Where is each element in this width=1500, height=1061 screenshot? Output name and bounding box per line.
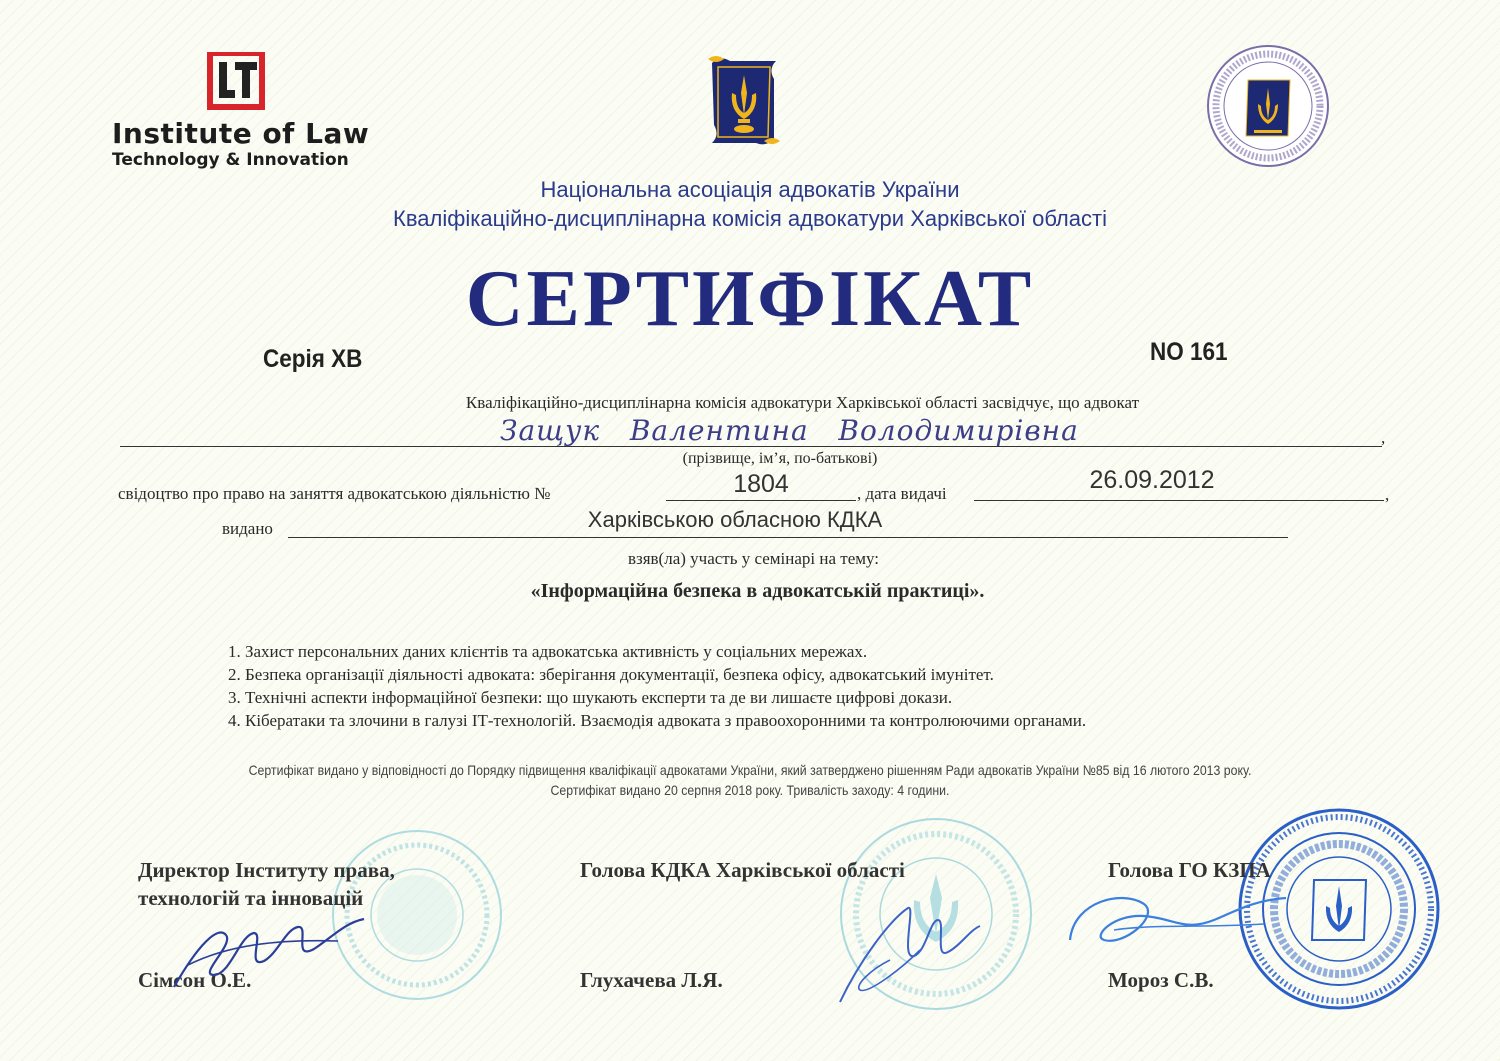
institute-lt-logo-icon bbox=[205, 52, 267, 110]
date-underline bbox=[974, 500, 1384, 501]
license-label: свідоцтво про право на заняття адвокатською діяльністю № bbox=[118, 484, 551, 503]
signatory-3-title: Голова ГО КЗПА bbox=[1108, 858, 1271, 882]
footer-note-2: Сертифікат видано 20 серпня 2018 року. Тривалість заходу: 4 години. bbox=[550, 782, 950, 798]
footer-note-1: Сертифікат видано у відповідності до Порядку підвищення кваліфікації адвокатами України, який затверджено рішенням Ради адвокатів України №85 від 16 лютого 2013 року. bbox=[248, 762, 1252, 778]
organization-line-1: Національна асоціація адвокатів України bbox=[540, 177, 960, 202]
took-part-text: взяв(ла) участь у семінарі на тему: bbox=[627, 549, 880, 568]
organization-line-2: Кваліфікаційно-дисциплінарна комісія адвокатури Харківської області bbox=[393, 206, 1107, 231]
list-item: 4. Кібератаки та злочини в галузі ІТ-технологій. Взаємодія адвоката з правоохоронними та контролюючими органами. bbox=[228, 711, 1087, 730]
topic-list bbox=[228, 640, 1086, 732]
certificate-number: NO 161 bbox=[1150, 338, 1228, 366]
committee-round-seal-icon bbox=[1206, 44, 1330, 168]
signatory-1-title-line-2: технологій та інновацій bbox=[138, 886, 364, 910]
seminar-topic: «Інформаційна безпека в адвокатській практиці». bbox=[530, 580, 985, 602]
date-label: , дата видачі bbox=[857, 484, 947, 503]
institute-subtitle: Technology & Innovation bbox=[112, 150, 349, 170]
license-number: 1804 bbox=[733, 470, 789, 498]
certificate-title: СЕРТИФІКАТ bbox=[465, 255, 1035, 343]
date-comma: , bbox=[1385, 485, 1390, 504]
institute-name: Institute of Law bbox=[112, 117, 370, 150]
issued-by-underline bbox=[288, 537, 1288, 538]
certificate-series: Серія ХВ bbox=[263, 345, 363, 373]
signature-3-icon bbox=[1064, 880, 1294, 960]
issued-by-label: видано bbox=[222, 519, 273, 538]
advocates-scroll-emblem-icon bbox=[704, 53, 784, 151]
list-item: 2. Безпека організації діяльності адвоката: зберігання документації, безпека офісу, адвокатський імунітет. bbox=[228, 665, 994, 684]
signatory-2-name: Глухачева Л.Я. bbox=[580, 968, 723, 992]
name-comma: , bbox=[1381, 428, 1386, 447]
person-name: Защук Валентина Володимирівна bbox=[500, 414, 1079, 447]
signatory-2-title: Голова КДКА Харківської області bbox=[580, 858, 905, 882]
list-item: 1. Захист персональних даних клієнтів та адвокатська активність у соціальних мережах. bbox=[228, 642, 868, 661]
signatory-1-name: Сімсон О.Е. bbox=[138, 968, 252, 992]
signatory-3-name: Мороз С.В. bbox=[1108, 968, 1214, 992]
name-hint: (прізвище, ім’я, по-батькові) bbox=[682, 450, 878, 467]
certifies-text: Кваліфікаційно-дисциплінарна комісія адвокатури Харківської області засвідчує, що адвокат bbox=[465, 393, 1140, 412]
issue-date: 26.09.2012 bbox=[1089, 466, 1215, 494]
signatory-1-title-line-1: Директор Інституту права, bbox=[138, 858, 395, 882]
list-item: 3. Технічні аспекти інформаційної безпеки: що шукають експерти та де ви лишаєте цифрові докази. bbox=[228, 688, 953, 707]
issued-by: Харківською обласною КДКА bbox=[587, 507, 883, 532]
signature-1-icon bbox=[168, 905, 368, 1000]
license-underline bbox=[666, 500, 856, 501]
signature-2-icon bbox=[830, 890, 1000, 1010]
